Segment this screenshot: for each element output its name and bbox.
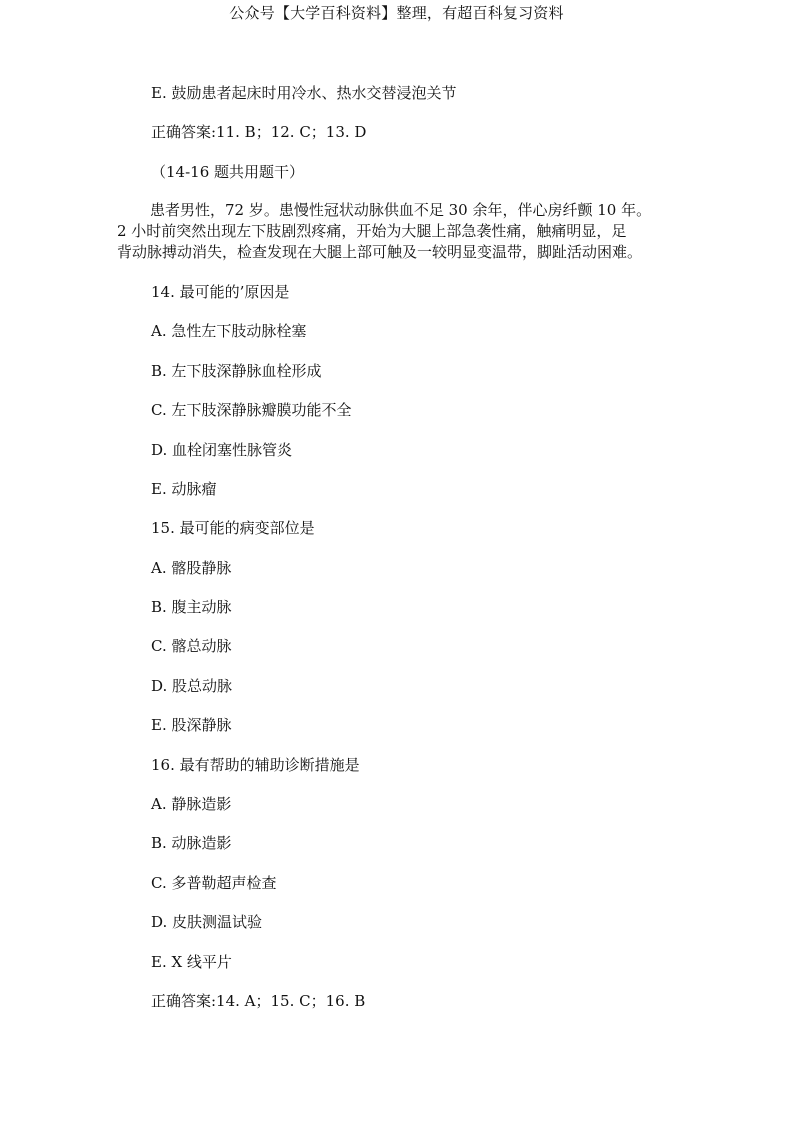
page-header: 公众号【大学百科资料】整理，有超百科复习资料 (229, 4, 564, 22)
question-14-option-e: E. 动脉瘤 (151, 480, 217, 498)
question-16-option-d: D. 皮肤测温试验 (151, 913, 263, 931)
question-14-title: 14. 最可能的’原因是 (151, 283, 290, 301)
question-14-option-c: C. 左下肢深静脉瓣膜功能不全 (151, 401, 352, 419)
question-15-title: 15. 最可能的病变部位是 (151, 519, 315, 537)
question-16-title: 16. 最有帮助的辅助诊断措施是 (151, 756, 360, 774)
answer-14-16: 正确答案:14. A；15. C；16. B (151, 992, 366, 1010)
question-14-option-b: B. 左下肢深静脉血栓形成 (151, 362, 322, 380)
answer-11-13: 正确答案:11. B；12. C；13. D (151, 123, 367, 141)
question-16-option-b: B. 动脉造影 (151, 834, 232, 852)
question-15-option-e: E. 股深静脉 (151, 716, 232, 734)
question-16-option-a: A. 静脉造影 (151, 795, 232, 813)
option-e-prev: E. 鼓励患者起床时用冷水、热水交替浸泡关节 (151, 84, 457, 102)
question-15-option-c: C. 髂总动脉 (151, 637, 232, 655)
stem-line: 2 小时前突然出现左下肢剧烈疼痛，开始为大腿上部急袭性痛，触痛明显，足 (117, 222, 627, 240)
question-15-option-d: D. 股总动脉 (151, 677, 233, 695)
group-label: （14-16 题共用题干） (151, 163, 305, 181)
stem-line: 背动脉搏动消失，检查发现在大腿上部可触及一较明显变温带，脚趾活动困难。 (117, 243, 643, 261)
question-16-option-c: C. 多普勒超声检查 (151, 874, 277, 892)
question-15-option-a: A. 髂股静脉 (151, 559, 232, 577)
question-stem (117, 200, 677, 263)
question-15-option-b: B. 腹主动脉 (151, 598, 232, 616)
question-14-option-d: D. 血栓闭塞性脉管炎 (151, 441, 293, 459)
question-16-option-e: E. X 线平片 (151, 953, 232, 971)
question-14-option-a: A. 急性左下肢动脉栓塞 (151, 322, 307, 340)
stem-line: 患者男性，72 岁。患慢性冠状动脉供血不足 30 余年，伴心房纤颤 10 年。 (150, 201, 652, 219)
